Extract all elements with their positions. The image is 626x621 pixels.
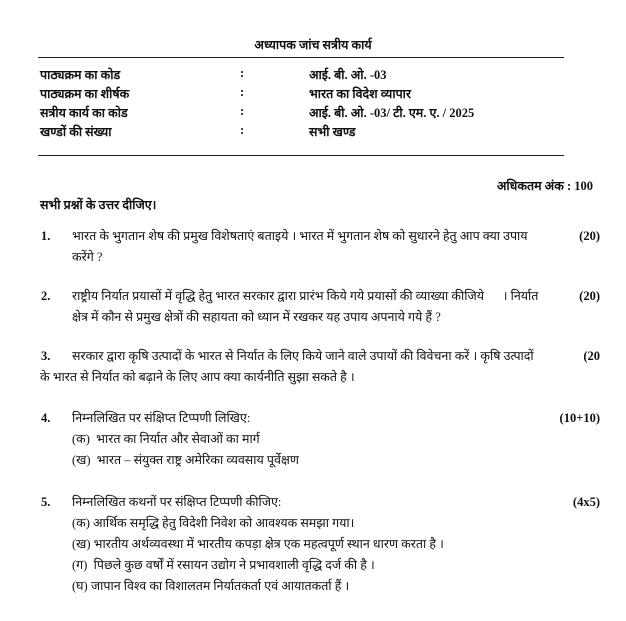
question-text [40,492,540,597]
question-line: राष्ट्रीय निर्यात प्रयासों में वृद्धि हेतु भारत सरकार द्वारा प्रारंभ किये गये प्रयासों की व्याख्या कीजिये । निर्यात [72,289,539,303]
meta-row-assignment-code [40,104,560,122]
meta-label: पाठ्यक्रम का कोड [40,68,121,82]
meta-label: पाठ्यक्रम का शीर्षक [40,87,130,101]
question-line: भारत के भुगतान शेष की प्रमुख विशेषताएं बताइये । भारत में भुगतान शेष को सुधारने हेतु आप क्या उपाय [72,229,528,243]
meta-label: खण्डों की संख्या [40,125,112,139]
question-number: 5. [41,495,51,509]
question-number: 4. [41,411,51,425]
question-text [40,346,540,388]
meta-value: सभी खण्ड [309,125,356,139]
question-marks: (4x5) [572,495,600,509]
meta-value: भारत का विदेश व्यापार [309,87,412,101]
meta-row-course-code [40,66,560,84]
question-line: सरकार द्वारा कृषि उत्पादों के भारत से निर्यात के लिए किये जाने वाले उपायों की विवेचना करें । कृषि उत्पादों [72,349,534,363]
maximum-marks: अधिकतम अंक : 100 [496,179,593,193]
question-line: निम्नलिखित कथनों पर संक्षिप्त टिप्पणी कीजिए: [72,495,282,509]
meta-colon: : [240,66,245,80]
header-bottom-rule [38,155,564,156]
question-text [72,408,542,471]
question-number: 1. [41,229,51,243]
question-number: 3. [41,349,51,363]
question-marks: (20 [583,349,600,363]
question-marks: (20) [579,289,600,303]
question-subpart: (ख) भारत – संयुक्त राष्ट्र अमेरिका व्यवसाय पूर्वेक्षण [72,453,299,467]
question-text [72,286,542,328]
question-subpart: (क) आर्थिक समृद्धि हेतु विदेशी निवेश को आवश्यक समझा गया। [72,516,355,530]
instruction: सभी प्रश्नों के उत्तर दीजिए। [40,198,157,212]
question-line: के भारत से निर्यात को बढ़ाने के लिए आप क्या कार्यनीति सुझा सकते है । [40,370,355,384]
question-marks: (20) [579,229,600,243]
header-top-rule [38,57,564,58]
meta-colon: : [240,85,245,99]
meta-label: सत्रीय कार्य का कोड [40,106,128,120]
question-line: करेंगे ? [72,250,103,264]
meta-row-course-title [40,85,560,103]
question-subpart: (घ) जापान विश्व का विशालतम निर्यातकर्ता एवं आयातकर्ता हैं । [72,579,350,593]
meta-value: आई. बी. ओ. -03/ टी. एम. ए. / 2025 [309,106,475,120]
meta-row-blocks [40,123,560,141]
question-number: 2. [41,289,51,303]
question-subpart: (क) भारत का निर्यात और सेवाओं का मार्ग [72,432,260,446]
meta-colon: : [240,123,245,137]
question-text [72,226,542,268]
question-subpart: (ख) भारतीय अर्थव्यवस्था में भारतीय कपड़ा क्षेत्र एक महत्वपूर्ण स्थान धारण करता है । [72,537,444,551]
meta-value: आई. बी. ओ. -03 [309,68,387,82]
question-subpart: (ग) पिछले कुछ वर्षों में रसायन उद्योग ने प्रभावशाली वृद्धि दर्ज की है । [72,558,375,572]
question-line: निम्नलिखित पर संक्षिप्त टिप्पणी लिखिए: [72,411,251,425]
meta-colon: : [240,104,245,118]
document-title: अध्यापक जांच सत्रीय कार्य [254,38,372,52]
question-marks: (10+10) [559,411,600,425]
question-line: क्षेत्र में कौन से प्रमुख क्षेत्रों की सहायता को ध्यान में रखकर यह उपाय अपनाये गये हैं ? [72,310,441,324]
